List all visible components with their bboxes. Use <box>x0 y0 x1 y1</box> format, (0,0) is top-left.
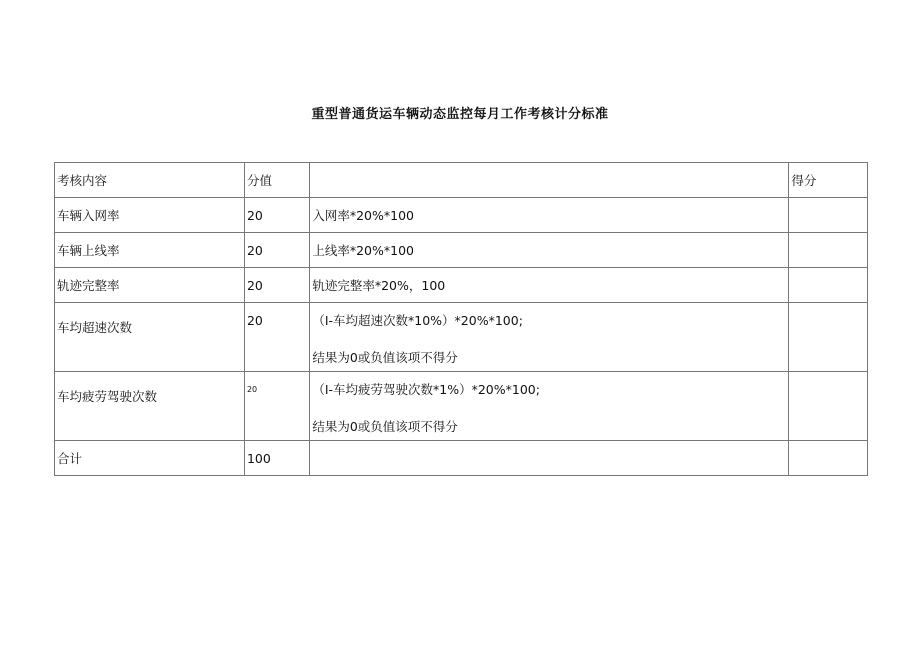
header-formula-label <box>312 163 786 172</box>
item-cell <box>55 198 245 233</box>
formula-text: 轨迹完整率*20%，100 <box>312 278 446 293</box>
formula-note: 结果为0或负值该项不得分 <box>312 419 458 434</box>
item-cell <box>55 268 245 303</box>
header-points-cell <box>244 163 309 198</box>
total-label: 合计 <box>57 451 83 466</box>
score-value <box>791 372 865 381</box>
item-label: 轨迹完整率 <box>57 278 120 293</box>
table-row <box>55 233 868 268</box>
item-label: 车辆入网率 <box>57 208 120 223</box>
item-label: 车辆上线率 <box>57 243 120 258</box>
header-score-label: 得分 <box>791 173 817 188</box>
table-row <box>55 372 868 441</box>
score-cell <box>789 268 868 303</box>
points-cell <box>244 372 309 441</box>
score-cell <box>789 198 868 233</box>
formula-cell <box>310 441 789 476</box>
points-value: 20 <box>246 243 263 258</box>
formula-cell <box>310 198 789 233</box>
points-value: 20 <box>246 313 263 328</box>
score-cell <box>789 372 868 441</box>
formula-cell <box>310 303 789 372</box>
item-label: 车均疲劳驾驶次数 <box>57 389 158 404</box>
score-value <box>791 233 865 242</box>
item-label: 车均超速次数 <box>57 320 133 335</box>
formula-text: （I-车均疲劳驾驶次数*1%）*20%*100; <box>312 382 540 397</box>
item-cell <box>55 372 245 441</box>
formula-text <box>312 441 786 450</box>
item-cell <box>55 233 245 268</box>
header-item-label: 考核内容 <box>57 173 108 188</box>
points-cell <box>244 233 309 268</box>
item-cell <box>55 303 245 372</box>
points-value: 20 <box>246 385 258 394</box>
points-cell <box>244 303 309 372</box>
table-header-row <box>55 163 868 198</box>
header-points-label: 分值 <box>246 173 272 188</box>
points-value: 20 <box>246 208 263 223</box>
total-points-value: 100 <box>246 451 271 466</box>
score-cell <box>789 441 868 476</box>
score-value <box>791 198 865 207</box>
table-row <box>55 198 868 233</box>
header-formula-cell <box>310 163 789 198</box>
formula-cell <box>310 233 789 268</box>
item-cell <box>55 441 245 476</box>
score-value <box>791 268 865 277</box>
formula-cell <box>310 372 789 441</box>
table-total-row <box>55 441 868 476</box>
points-cell <box>244 268 309 303</box>
header-score-cell <box>789 163 868 198</box>
score-cell <box>789 303 868 372</box>
score-cell <box>789 233 868 268</box>
scoring-table <box>54 162 868 476</box>
header-item-cell <box>55 163 245 198</box>
points-cell <box>244 441 309 476</box>
formula-text: 入网率*20%*100 <box>312 208 414 223</box>
table-row <box>55 303 868 372</box>
table-row <box>55 268 868 303</box>
points-value: 20 <box>246 278 263 293</box>
formula-text: （I-车均超速次数*10%）*20%*100; <box>312 313 523 328</box>
formula-note: 结果为0或负值该项不得分 <box>312 350 458 365</box>
formula-cell <box>310 268 789 303</box>
formula-text: 上线率*20%*100 <box>312 243 414 258</box>
score-value <box>791 441 865 450</box>
document-title: 重型普通货运车辆动态监控每月工作考核计分标准 <box>311 107 609 122</box>
points-cell <box>244 198 309 233</box>
score-value <box>791 303 865 312</box>
